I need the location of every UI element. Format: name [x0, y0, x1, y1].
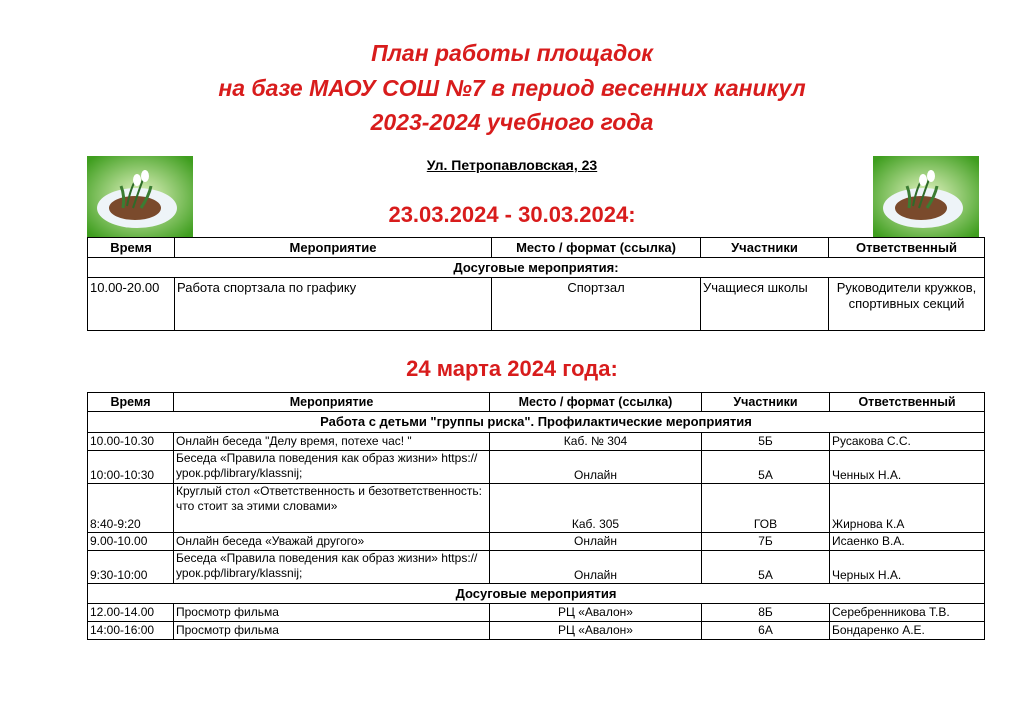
cell-time: 10.00-20.00	[88, 278, 175, 331]
cell-event: Онлайн беседа "Делу время, потехе час! "	[174, 433, 490, 451]
cell-participants: 6А	[702, 622, 830, 640]
cell-event: Онлайн беседа «Уважай другого»	[174, 533, 490, 551]
cell-responsible: Исаенко В.А.	[830, 533, 985, 551]
table-header-row	[88, 238, 985, 258]
cell-place: Онлайн	[490, 451, 702, 484]
cell-responsible: Руководители кружков, спортивных секций	[829, 278, 985, 331]
cell-participants: 5А	[702, 551, 830, 584]
cell-time: 10:00-10:30	[88, 451, 174, 484]
cell-time: 8:40-9:20	[88, 484, 174, 533]
schedule-table-period	[87, 237, 985, 331]
table-row	[88, 604, 985, 622]
cell-place: Спортзал	[492, 278, 701, 331]
cell-time: 10.00-10.30	[88, 433, 174, 451]
cell-event: Беседа «Правила поведения как образ жизни» https://урок.рф/library/klassnij;	[174, 551, 490, 584]
table-row	[88, 451, 985, 484]
cell-responsible: Жирнова К.А	[830, 484, 985, 533]
header-place: Место / формат (ссылка)	[490, 393, 702, 412]
cell-event: Работа спортзала по графику	[175, 278, 492, 331]
header-event: Мероприятие	[175, 238, 492, 258]
section-title: Досуговые мероприятия:	[88, 258, 985, 278]
section-row	[88, 584, 985, 604]
title-line-1: План работы площадок	[371, 40, 653, 66]
header-responsible: Ответственный	[829, 238, 985, 258]
cell-participants: 7Б	[702, 533, 830, 551]
header-participants: Участники	[702, 393, 830, 412]
cell-place: РЦ «Авалон»	[490, 622, 702, 640]
cell-responsible: Серебренникова Т.В.	[830, 604, 985, 622]
cell-responsible: Черных Н.А.	[830, 551, 985, 584]
cell-participants: Учащиеся школы	[701, 278, 829, 331]
header-time: Время	[88, 238, 175, 258]
cell-responsible: Русакова С.С.	[830, 433, 985, 451]
table-row	[88, 551, 985, 584]
title-line-3: 2023-2024 учебного года	[370, 109, 654, 135]
cell-place: Онлайн	[490, 533, 702, 551]
header-time: Время	[88, 393, 174, 412]
table-row	[88, 533, 985, 551]
header-place: Место / формат (ссылка)	[492, 238, 701, 258]
cell-time: 9.00-10.00	[88, 533, 174, 551]
cell-responsible: Ченных Н.А.	[830, 451, 985, 484]
section-title: Досуговые мероприятия	[88, 584, 985, 604]
cell-participants: 5А	[702, 451, 830, 484]
day-heading: 24 марта 2024 года:	[406, 356, 618, 381]
header-participants: Участники	[701, 238, 829, 258]
cell-time: 9:30-10:00	[88, 551, 174, 584]
section-row	[88, 258, 985, 278]
cell-time: 14:00-16:00	[88, 622, 174, 640]
table-row	[88, 278, 985, 331]
table-row	[88, 622, 985, 640]
cell-responsible: Бондаренко А.Е.	[830, 622, 985, 640]
period-heading: 23.03.2024 - 30.03.2024:	[388, 202, 636, 227]
table-row	[88, 484, 985, 533]
header-responsible: Ответственный	[830, 393, 985, 412]
section-title: Работа с детьми "группы риска". Профилактические мероприятия	[88, 412, 985, 433]
cell-participants: 8Б	[702, 604, 830, 622]
school-address: Ул. Петропавловская, 23	[426, 157, 598, 173]
cell-place: РЦ «Авалон»	[490, 604, 702, 622]
table-row	[88, 433, 985, 451]
header-event: Мероприятие	[174, 393, 490, 412]
cell-participants: ГОВ	[702, 484, 830, 533]
cell-event: Беседа «Правила поведения как образ жизни» https://урок.рф/library/klassnij;	[174, 451, 490, 484]
cell-event: Просмотр фильма	[174, 622, 490, 640]
table-header-row	[88, 393, 985, 412]
cell-participants: 5Б	[702, 433, 830, 451]
cell-event: Просмотр фильма	[174, 604, 490, 622]
cell-event: Круглый стол «Ответственность и безответственность: что стоит за этими словами»	[174, 484, 490, 533]
cell-place: Каб. 305	[490, 484, 702, 533]
cell-place: Каб. № 304	[490, 433, 702, 451]
cell-place: Онлайн	[490, 551, 702, 584]
cell-time: 12.00-14.00	[88, 604, 174, 622]
section-row	[88, 412, 985, 433]
schedule-table-day	[87, 392, 985, 640]
title-line-2: на базе МАОУ СОШ №7 в период весенних каникул	[218, 75, 806, 101]
